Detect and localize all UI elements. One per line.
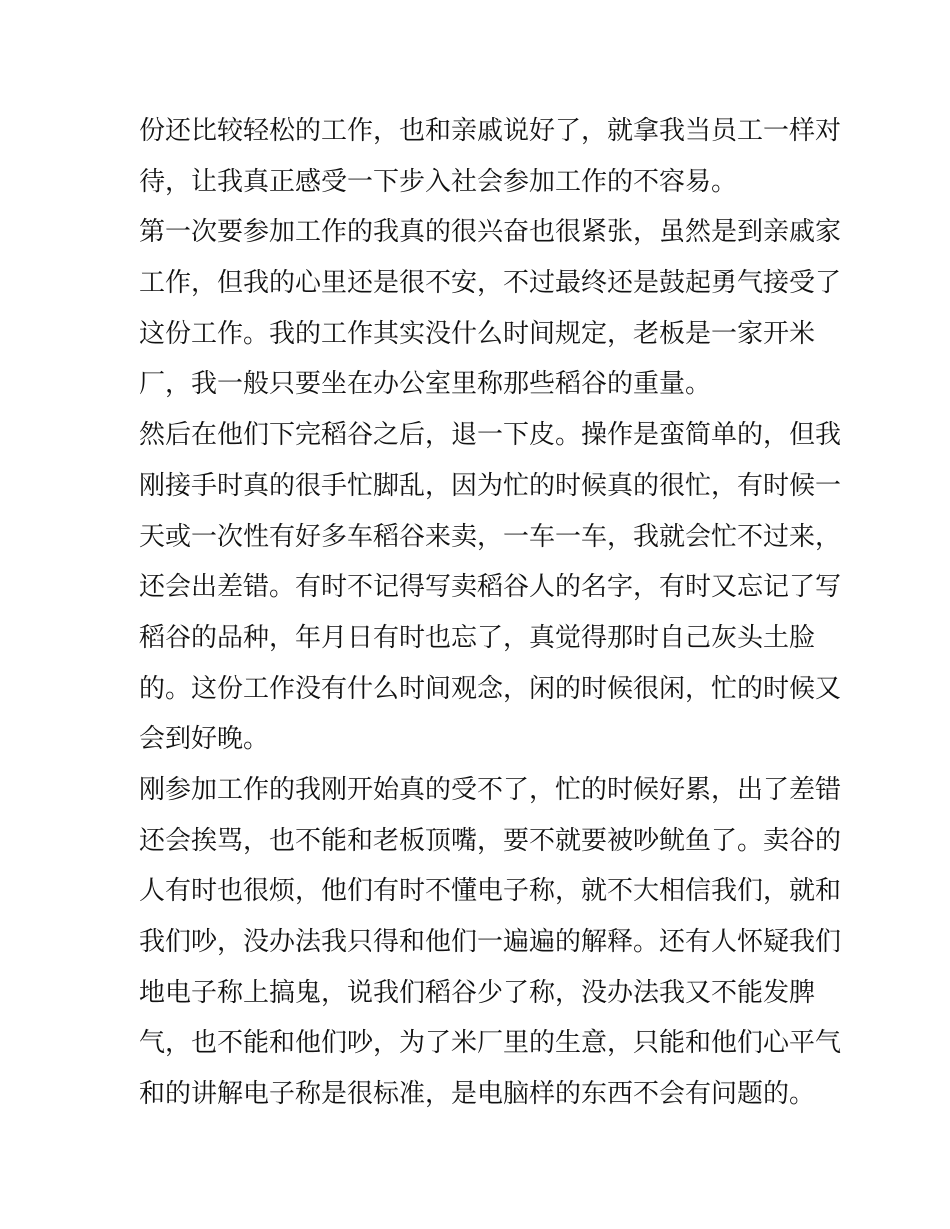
text-line: 天或一次性有好多车稻谷来卖，一车一车，我就会忙不过来， xyxy=(139,521,842,552)
text-line: 会到好晚。 xyxy=(139,724,270,755)
body-text xyxy=(139,106,842,1120)
text-line: 人有时也很烦，他们有时不懂电子称，就不大相信我们，就和 xyxy=(139,876,842,907)
text-line: 还会出差错。有时不记得写卖稻谷人的名字，有时又忘记了写 xyxy=(139,572,842,603)
text-line: 第一次要参加工作的我真的很兴奋也很紧张，虽然是到亲戚家 xyxy=(139,217,842,248)
text-line: 这份工作。我的工作其实没什么时间规定，老板是一家开米 xyxy=(139,318,816,349)
text-line: 工作，但我的心里还是很不安，不过最终还是鼓起勇气接受了 xyxy=(139,268,842,299)
text-line: 然后在他们下完稻谷之后，退一下皮。操作是蛮简单的，但我 xyxy=(139,420,842,451)
text-line: 刚接手时真的很手忙脚乱，因为忙的时候真的很忙，有时候一 xyxy=(139,470,842,501)
text-line: 气，也不能和他们吵，为了米厂里的生意，只能和他们心平气 xyxy=(139,1028,842,1059)
text-line: 还会挨骂，也不能和老板顶嘴，要不就要被吵鱿鱼了。卖谷的 xyxy=(139,825,842,856)
text-line: 我们吵，没办法我只得和他们一遍遍的解释。还有人怀疑我们 xyxy=(139,927,842,957)
text-line: 稻谷的品种，年月日有时也忘了，真觉得那时自己灰头土脸 xyxy=(139,622,816,653)
text-line: 刚参加工作的我刚开始真的受不了，忙的时候好累，出了差错 xyxy=(139,774,842,805)
text-line: 地电子称上搞鬼，说我们稻谷少了称，没办法我又不能发脾 xyxy=(139,977,816,1008)
text-line: 待，让我真正感受一下步入社会参加工作的不容易。 xyxy=(139,166,738,197)
text-line: 的。这份工作没有什么时间观念，闲的时候很闲，忙的时候又 xyxy=(139,673,842,704)
text-line: 份还比较轻松的工作，也和亲戚说好了，就拿我当员工一样对 xyxy=(139,116,842,146)
text-line: 和的讲解电子称是很标准，是电脑样的东西不会有问题的。 xyxy=(139,1079,816,1110)
text-line: 厂，我一般只要坐在办公室里称那些稻谷的重量。 xyxy=(139,369,712,400)
